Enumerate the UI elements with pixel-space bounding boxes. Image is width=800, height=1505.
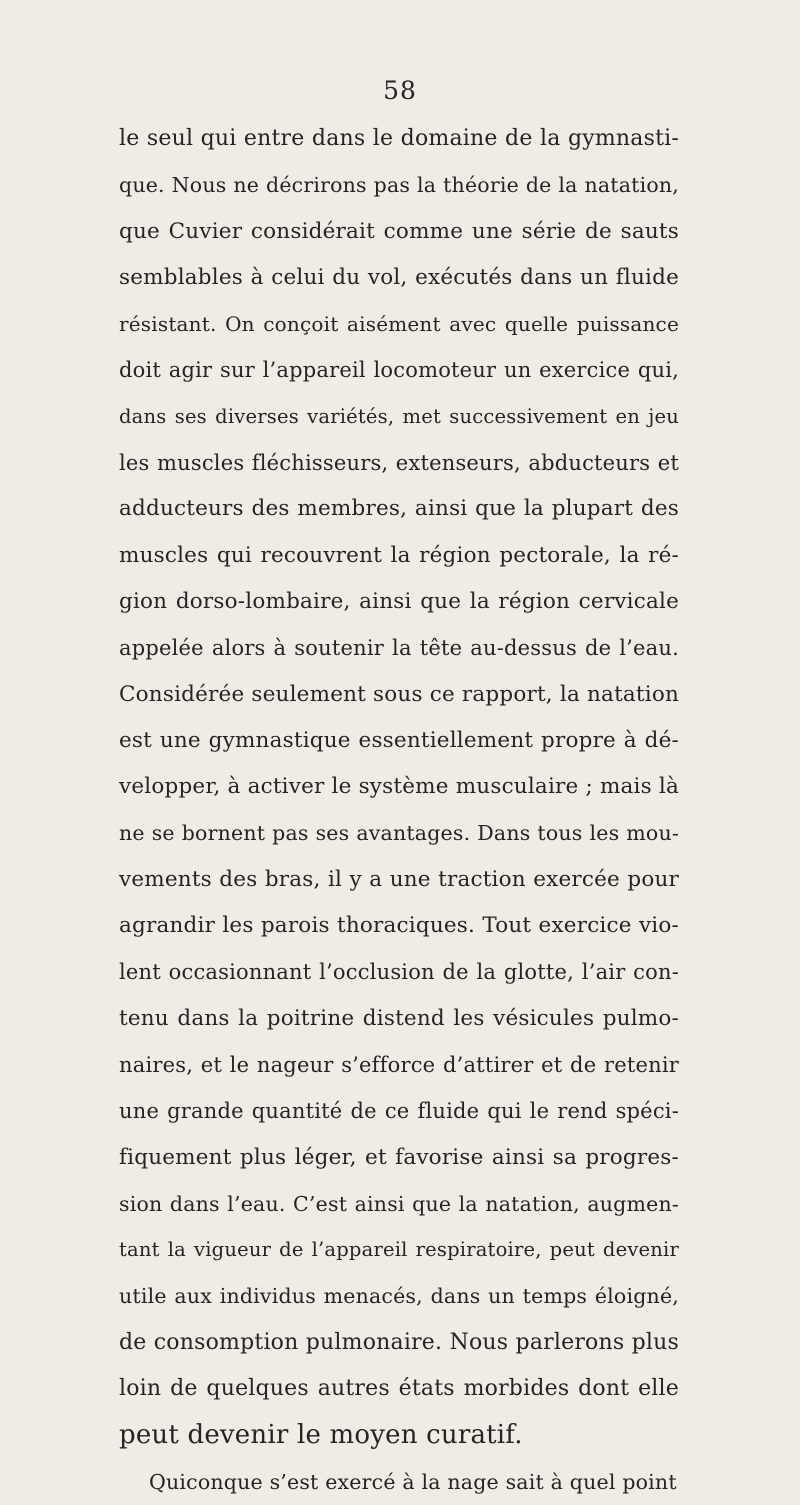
- paragraph-end-line: peut devenir le moyen curatif.: [119, 1420, 523, 1451]
- text-line: de consomption pulmonaire. Nous parlerons plus: [119, 1329, 679, 1355]
- text-line: doit agir sur l’appareil locomoteur un exercice qui,: [119, 358, 679, 383]
- paragraph-start-line: Quiconque s’est exercé à la nage sait à quel point: [149, 1469, 677, 1494]
- text-line: sion dans l’eau. C’est ainsi que la natation, augmen-: [119, 1191, 679, 1216]
- text-line: ne se bornent pas ses avantages. Dans tous les mou-: [119, 821, 679, 846]
- page-number: 58: [383, 76, 417, 105]
- text-line: tenu dans la poitrine distend les vésicules pulmo-: [119, 1005, 679, 1031]
- text-line: naires, et le nageur s’efforce d’attirer et de retenir: [119, 1052, 679, 1077]
- text-line: semblables à celui du vol, exécutés dans un fluide: [119, 264, 679, 290]
- text-line: Considérée seulement sous ce rapport, la natation: [119, 681, 680, 707]
- text-line: résistant. On conçoit aisément avec quelle puissance: [119, 312, 679, 337]
- text-line: adducteurs des membres, ainsi que la plupart des: [119, 496, 679, 522]
- text-line: le seul qui entre dans le domaine de la gymnasti-: [119, 126, 679, 151]
- text-line: une grande quantité de ce fluide qui le rend spéci-: [119, 1099, 679, 1124]
- text-line: loin de quelques autres états morbides dont elle: [119, 1376, 679, 1402]
- text-line: utile aux individus menacés, dans un temps éloigné,: [119, 1284, 679, 1309]
- text-line: tant la vigueur de l’appareil respiratoire, peut devenir: [119, 1238, 679, 1262]
- text-line: est une gymnastique essentiellement propre à dé-: [119, 727, 679, 753]
- text-line: appelée alors à soutenir la tête au-dessus de l’eau.: [119, 636, 679, 661]
- text-line: dans ses diverses variétés, met successivement en jeu: [119, 404, 679, 428]
- text-line: fiquement plus léger, et favorise ainsi sa progres-: [119, 1144, 679, 1170]
- text-line: agrandir les parois thoraciques. Tout exercice vio-: [119, 913, 679, 939]
- text-line: que. Nous ne décrirons pas la théorie de la natation,: [119, 173, 679, 198]
- text-line: que Cuvier considérait comme une série de sauts: [119, 218, 679, 244]
- body-text: [119, 116, 679, 1505]
- text-line: muscles qui recouvrent la région pectorale, la ré-: [119, 542, 679, 568]
- text-line: vements des bras, il y a une traction exercée pour: [119, 866, 679, 892]
- text-line: lent occasionnant l’occlusion de la glotte, l’air con-: [119, 960, 679, 985]
- text-line: les muscles fléchisseurs, extenseurs, abducteurs et: [119, 451, 679, 476]
- text-line: gion dorso-lombaire, ainsi que la région cervicale: [119, 588, 679, 614]
- text-line: velopper, à activer le système musculaire ; mais là: [119, 774, 679, 800]
